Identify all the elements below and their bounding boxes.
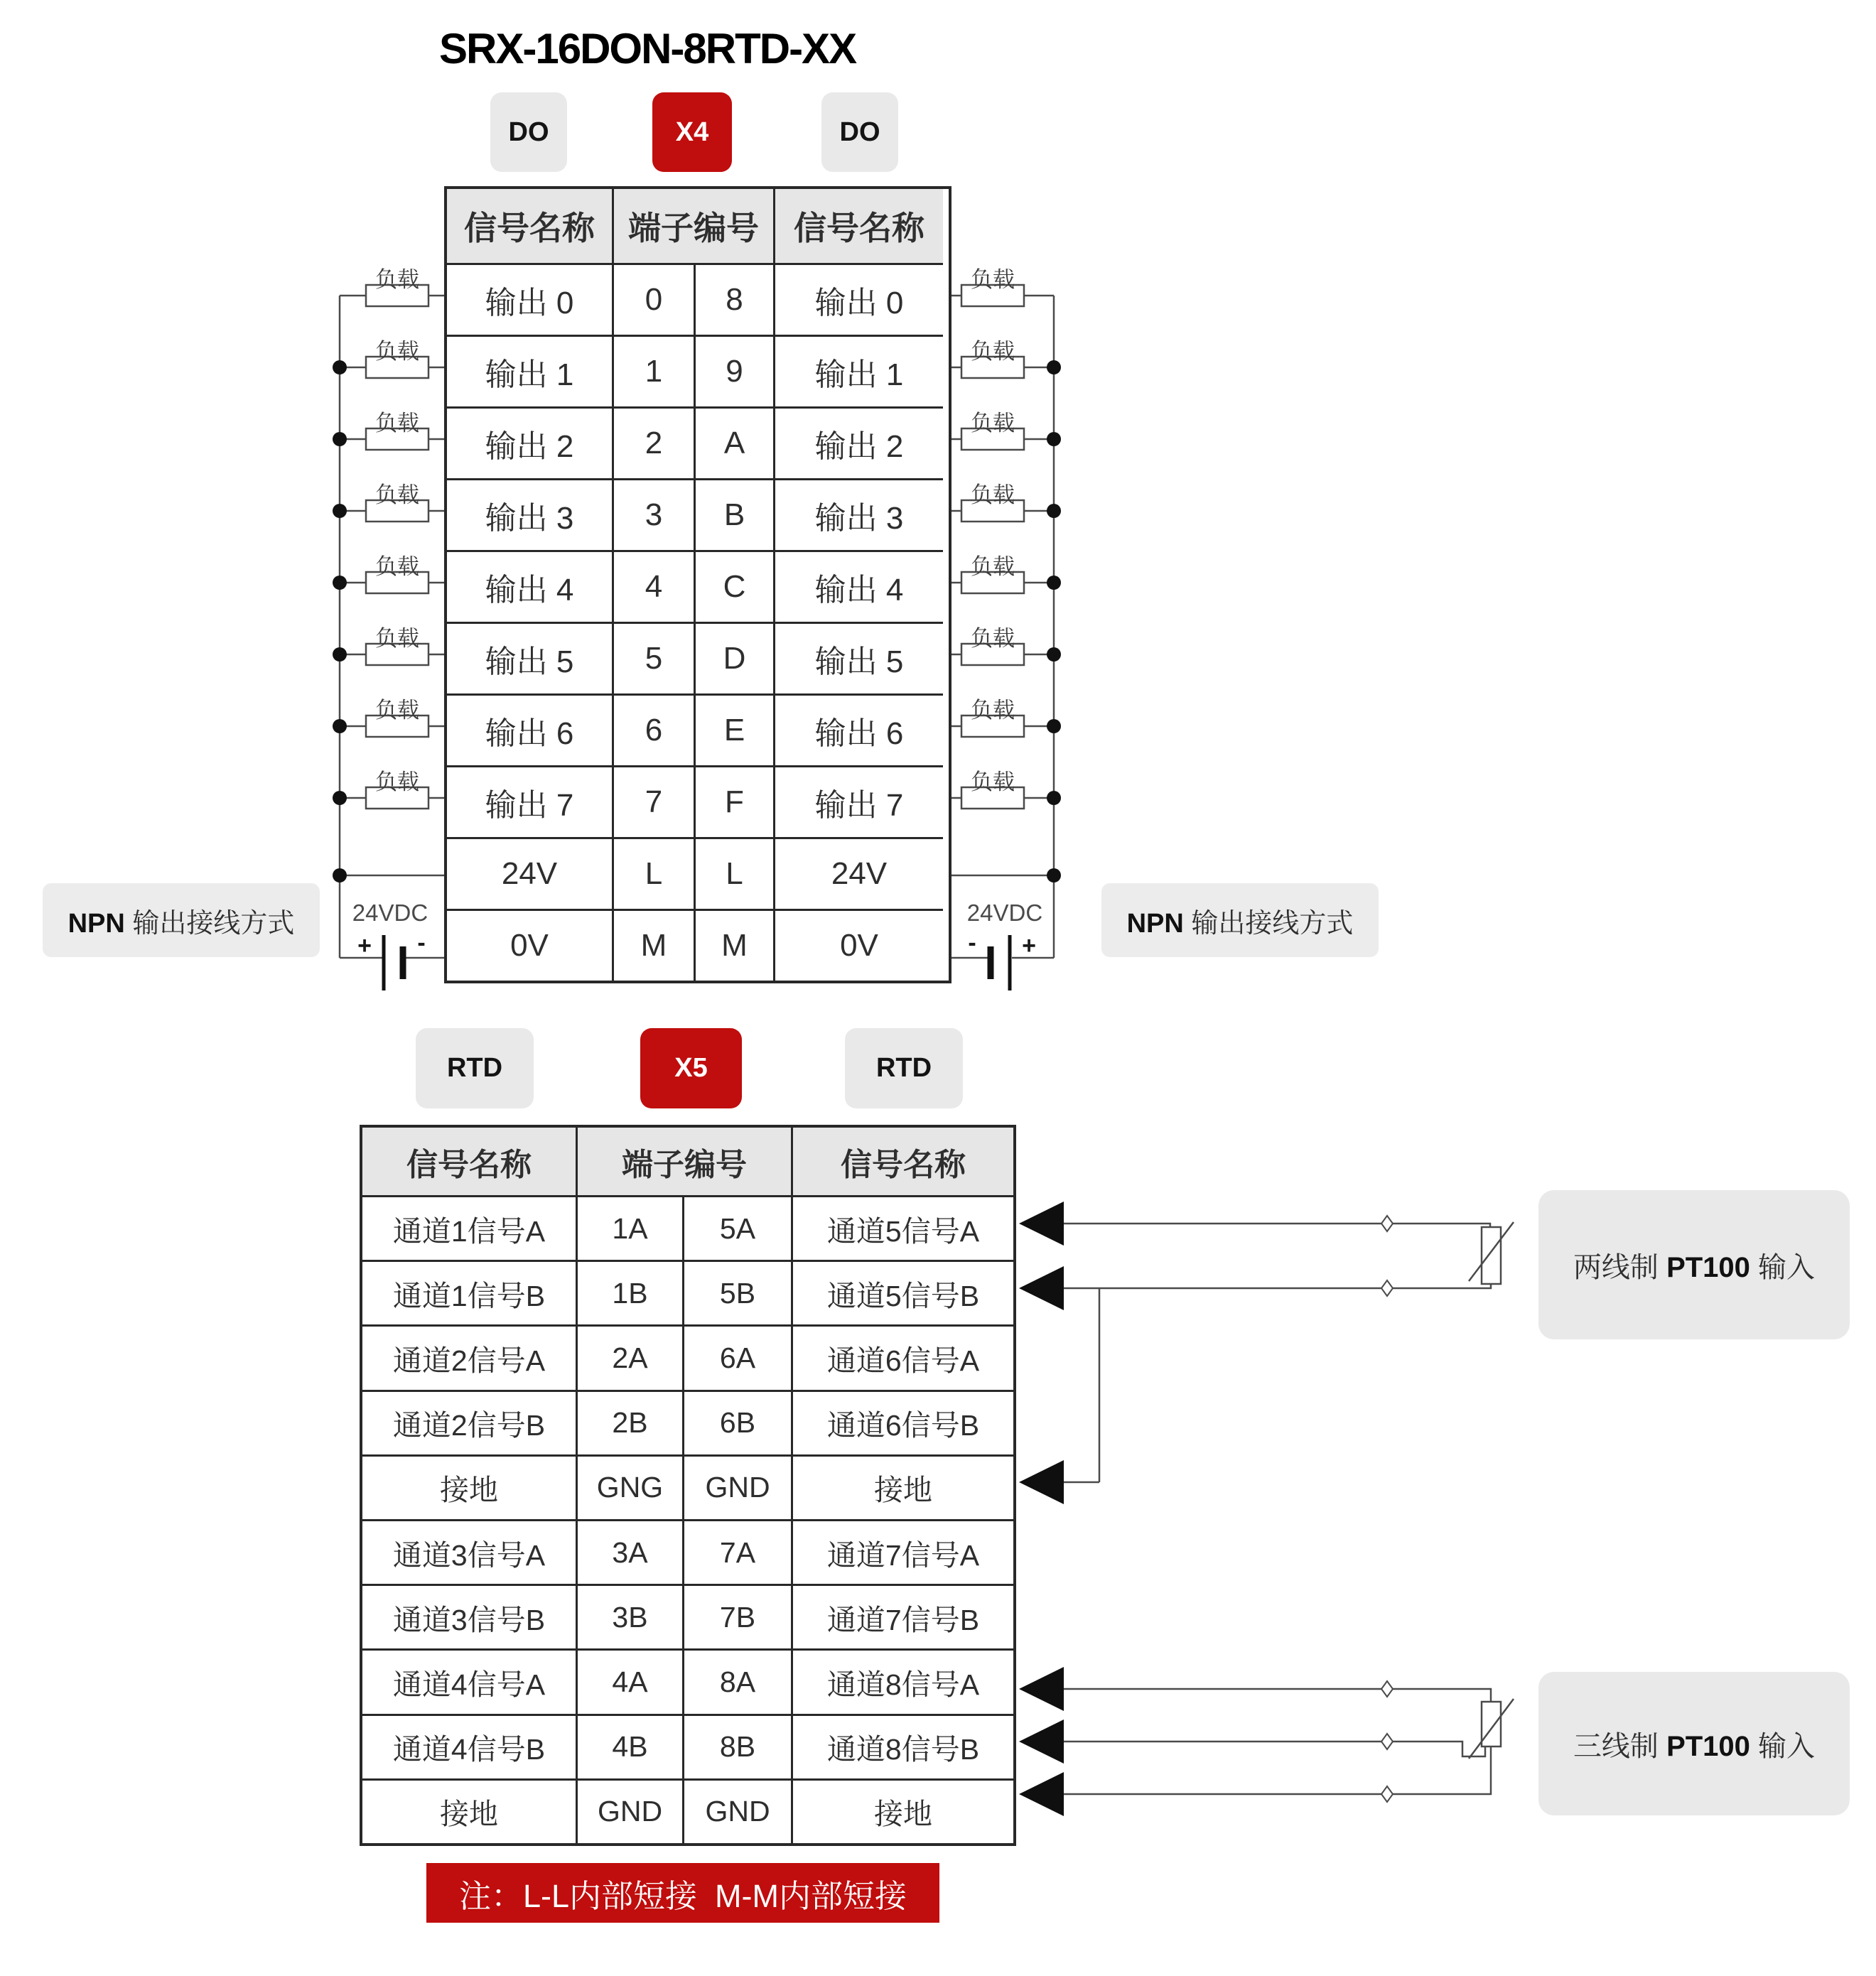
signal-name-cell: 通道4信号A: [362, 1648, 576, 1713]
table-row: [362, 1714, 1013, 1778]
load-label: 负载: [375, 411, 419, 436]
npn-wiring-note-left: [43, 883, 320, 957]
table-header-row: [447, 189, 949, 263]
table-body: [362, 1195, 1013, 1843]
dc-supply-label: 24VDC: [966, 900, 1043, 926]
signal-name-cell: 通道7信号A: [791, 1519, 1013, 1584]
terminal-number-cell: 8A: [682, 1648, 791, 1713]
signal-name-cell: 输出 4: [773, 550, 943, 622]
signal-name-cell: 通道5信号B: [791, 1260, 1013, 1324]
terminal-number-cell: 2B: [576, 1390, 682, 1454]
signal-name-cell: 输出 2: [773, 406, 943, 478]
terminal-number-cell: 6B: [682, 1390, 791, 1454]
terminal-number-cell: 1B: [576, 1260, 682, 1324]
signal-name-cell: 接地: [791, 1454, 1013, 1519]
terminal-arrows: [1019, 1202, 1064, 1816]
battery-minus-sign: -: [417, 929, 426, 956]
terminal-number-cell: M: [612, 909, 694, 981]
load-label: 负载: [375, 626, 419, 651]
load-label: 负载: [971, 554, 1015, 579]
terminal-number-cell: 8: [694, 263, 773, 335]
wire-connector-diamonds: [1381, 1216, 1393, 1802]
badge-rtd-left: [416, 1028, 534, 1108]
terminal-number-cell: 0: [612, 263, 694, 335]
load-label: 负载: [375, 339, 419, 364]
load-label: 负载: [375, 267, 419, 292]
badge-rtd-right: [845, 1028, 963, 1108]
terminal-number-cell: 5A: [682, 1195, 791, 1260]
note-text: NPN 输出接线方式: [68, 908, 295, 939]
load-label: 负载: [971, 482, 1015, 507]
signal-name-cell: 通道8信号B: [791, 1714, 1013, 1778]
signal-name-cell: 24V: [773, 837, 943, 909]
signal-name-cell: 输出 0: [773, 263, 943, 335]
load-label: 负载: [971, 770, 1015, 794]
signal-name-cell: 接地: [362, 1778, 576, 1843]
header-cell: 信号名称: [791, 1128, 1013, 1195]
table-row: [447, 335, 949, 406]
signal-name-cell: 通道2信号A: [362, 1324, 576, 1389]
note-text: 三线制 PT100 输入: [1573, 1730, 1816, 1762]
right-battery-icon: [991, 935, 1010, 990]
signal-name-cell: 通道8信号A: [791, 1648, 1013, 1713]
signal-name-cell: 输出 0: [447, 263, 612, 335]
badge-x4-connector: [652, 92, 732, 172]
table-row: [447, 909, 949, 981]
battery-plus-sign: +: [1022, 932, 1036, 959]
table-row: [362, 1454, 1013, 1519]
table-row: [447, 550, 949, 622]
terminal-number-cell: 4B: [576, 1714, 682, 1778]
table-row: [447, 263, 949, 335]
battery-plus-sign: +: [357, 932, 372, 959]
signal-name-cell: 输出 6: [773, 693, 943, 765]
table-row: [362, 1519, 1013, 1584]
terminal-number-cell: 3B: [576, 1584, 682, 1648]
signal-name-cell: 输出 7: [773, 765, 943, 837]
terminal-number-cell: 2A: [576, 1324, 682, 1389]
signal-name-cell: 接地: [362, 1454, 576, 1519]
badge-label: X4: [675, 117, 709, 147]
two-wire-pt100-note: [1538, 1190, 1850, 1339]
load-label: 负载: [375, 482, 419, 507]
signal-name-cell: 通道6信号A: [791, 1324, 1013, 1389]
terminal-number-cell: 3A: [576, 1519, 682, 1584]
battery-minus-sign: -: [968, 929, 976, 956]
badge-label: DO: [508, 117, 549, 147]
signal-name-cell: 输出 5: [447, 622, 612, 693]
badge-label: X5: [674, 1053, 708, 1083]
table-row: [362, 1260, 1013, 1324]
signal-name-cell: 输出 2: [447, 406, 612, 478]
terminal-number-cell: GND: [576, 1778, 682, 1843]
load-label: 负载: [971, 339, 1015, 364]
signal-name-cell: 通道1信号A: [362, 1195, 576, 1260]
terminal-number-cell: 1A: [576, 1195, 682, 1260]
header-cell: 端子编号: [612, 189, 773, 263]
terminal-number-cell: GNG: [576, 1454, 682, 1519]
terminal-number-cell: 9: [694, 335, 773, 406]
terminal-number-cell: 7A: [682, 1519, 791, 1584]
badge-do-left: [490, 92, 567, 172]
terminal-number-cell: A: [694, 406, 773, 478]
terminal-number-cell: 5B: [682, 1260, 791, 1324]
table-row: [447, 406, 949, 478]
terminal-number-cell: GND: [682, 1778, 791, 1843]
load-label: 负载: [971, 267, 1015, 292]
table-row: [362, 1778, 1013, 1843]
two-wire-pt100-circuit: [1060, 1224, 1491, 1482]
terminal-number-cell: L: [612, 837, 694, 909]
badge-label: DO: [839, 117, 880, 147]
table-row: [447, 622, 949, 693]
badge-do-right: [821, 92, 898, 172]
signal-name-cell: 通道5信号A: [791, 1195, 1013, 1260]
terminal-number-cell: 4A: [576, 1648, 682, 1713]
load-label: 负载: [971, 626, 1015, 651]
table-row: [362, 1648, 1013, 1713]
terminal-number-cell: 7: [612, 765, 694, 837]
table-header-row: [362, 1128, 1013, 1195]
terminal-number-cell: 6: [612, 693, 694, 765]
note-text: 两线制 PT100 输入: [1573, 1251, 1816, 1283]
terminal-number-cell: 6A: [682, 1324, 791, 1389]
load-label: 负载: [375, 770, 419, 794]
badge-label: RTD: [875, 1053, 932, 1083]
signal-name-cell: 通道2信号B: [362, 1390, 576, 1454]
three-wire-pt100-note: [1538, 1672, 1850, 1815]
signal-name-cell: 通道3信号B: [362, 1584, 576, 1648]
badge-x5-connector: [640, 1028, 742, 1108]
terminal-number-cell: 1: [612, 335, 694, 406]
signal-name-cell: 输出 5: [773, 622, 943, 693]
terminal-number-cell: M: [694, 909, 773, 981]
table-row: [362, 1584, 1013, 1648]
signal-name-cell: 输出 6: [447, 693, 612, 765]
signal-name-cell: 输出 3: [447, 478, 612, 550]
npn-wiring-note-right: [1101, 883, 1379, 957]
terminal-number-cell: L: [694, 837, 773, 909]
table-row: [447, 693, 949, 765]
table-row: [447, 478, 949, 550]
terminal-number-cell: 2: [612, 406, 694, 478]
signal-name-cell: 0V: [773, 909, 943, 981]
signal-name-cell: 输出 3: [773, 478, 943, 550]
table-row: [447, 765, 949, 837]
badge-label: RTD: [446, 1053, 503, 1083]
rtd-terminal-table: [360, 1125, 1016, 1846]
signal-name-cell: 输出 1: [447, 335, 612, 406]
terminal-number-cell: 8B: [682, 1714, 791, 1778]
header-cell: 信号名称: [773, 189, 943, 263]
terminal-number-cell: B: [694, 478, 773, 550]
table-row: [362, 1390, 1013, 1454]
load-label: 负载: [971, 411, 1015, 436]
terminal-number-cell: GND: [682, 1454, 791, 1519]
signal-name-cell: 通道6信号B: [791, 1390, 1013, 1454]
signal-name-cell: 24V: [447, 837, 612, 909]
terminal-number-cell: 5: [612, 622, 694, 693]
signal-name-cell: 输出 4: [447, 550, 612, 622]
signal-name-cell: 通道4信号B: [362, 1714, 576, 1778]
signal-name-cell: 接地: [791, 1778, 1013, 1843]
terminal-number-cell: C: [694, 550, 773, 622]
header-cell: 信号名称: [447, 189, 612, 263]
left-battery-icon: [384, 935, 403, 990]
table-row: [447, 837, 949, 909]
header-cell: 信号名称: [362, 1128, 576, 1195]
two-wire-rtd-symbol: [1469, 1222, 1514, 1284]
page-title: SRX-16DON-8RTD-XX: [439, 25, 856, 72]
signal-name-cell: 输出 7: [447, 765, 612, 837]
terminal-number-cell: 7B: [682, 1584, 791, 1648]
do-terminal-table: [444, 186, 952, 983]
terminal-number-cell: D: [694, 622, 773, 693]
signal-name-cell: 通道1信号B: [362, 1260, 576, 1324]
table-row: [362, 1324, 1013, 1389]
internal-short-note: 注：L-L内部短接 M-M内部短接: [426, 1863, 939, 1923]
signal-name-cell: 通道7信号B: [791, 1584, 1013, 1648]
terminal-number-cell: 4: [612, 550, 694, 622]
note-text: NPN 输出接线方式: [1126, 908, 1354, 939]
table-body: [447, 263, 949, 981]
signal-name-cell: 输出 1: [773, 335, 943, 406]
header-cell: 端子编号: [576, 1128, 791, 1195]
load-label: 负载: [375, 698, 419, 723]
load-label: 负载: [971, 698, 1015, 723]
terminal-number-cell: 3: [612, 478, 694, 550]
three-wire-pt100-circuit: [1060, 1689, 1491, 1794]
signal-name-cell: 0V: [447, 909, 612, 981]
dc-supply-label: 24VDC: [352, 900, 428, 926]
signal-name-cell: 通道3信号A: [362, 1519, 576, 1584]
terminal-number-cell: E: [694, 693, 773, 765]
table-row: [362, 1195, 1013, 1260]
load-label: 负载: [375, 554, 419, 579]
terminal-number-cell: F: [694, 765, 773, 837]
